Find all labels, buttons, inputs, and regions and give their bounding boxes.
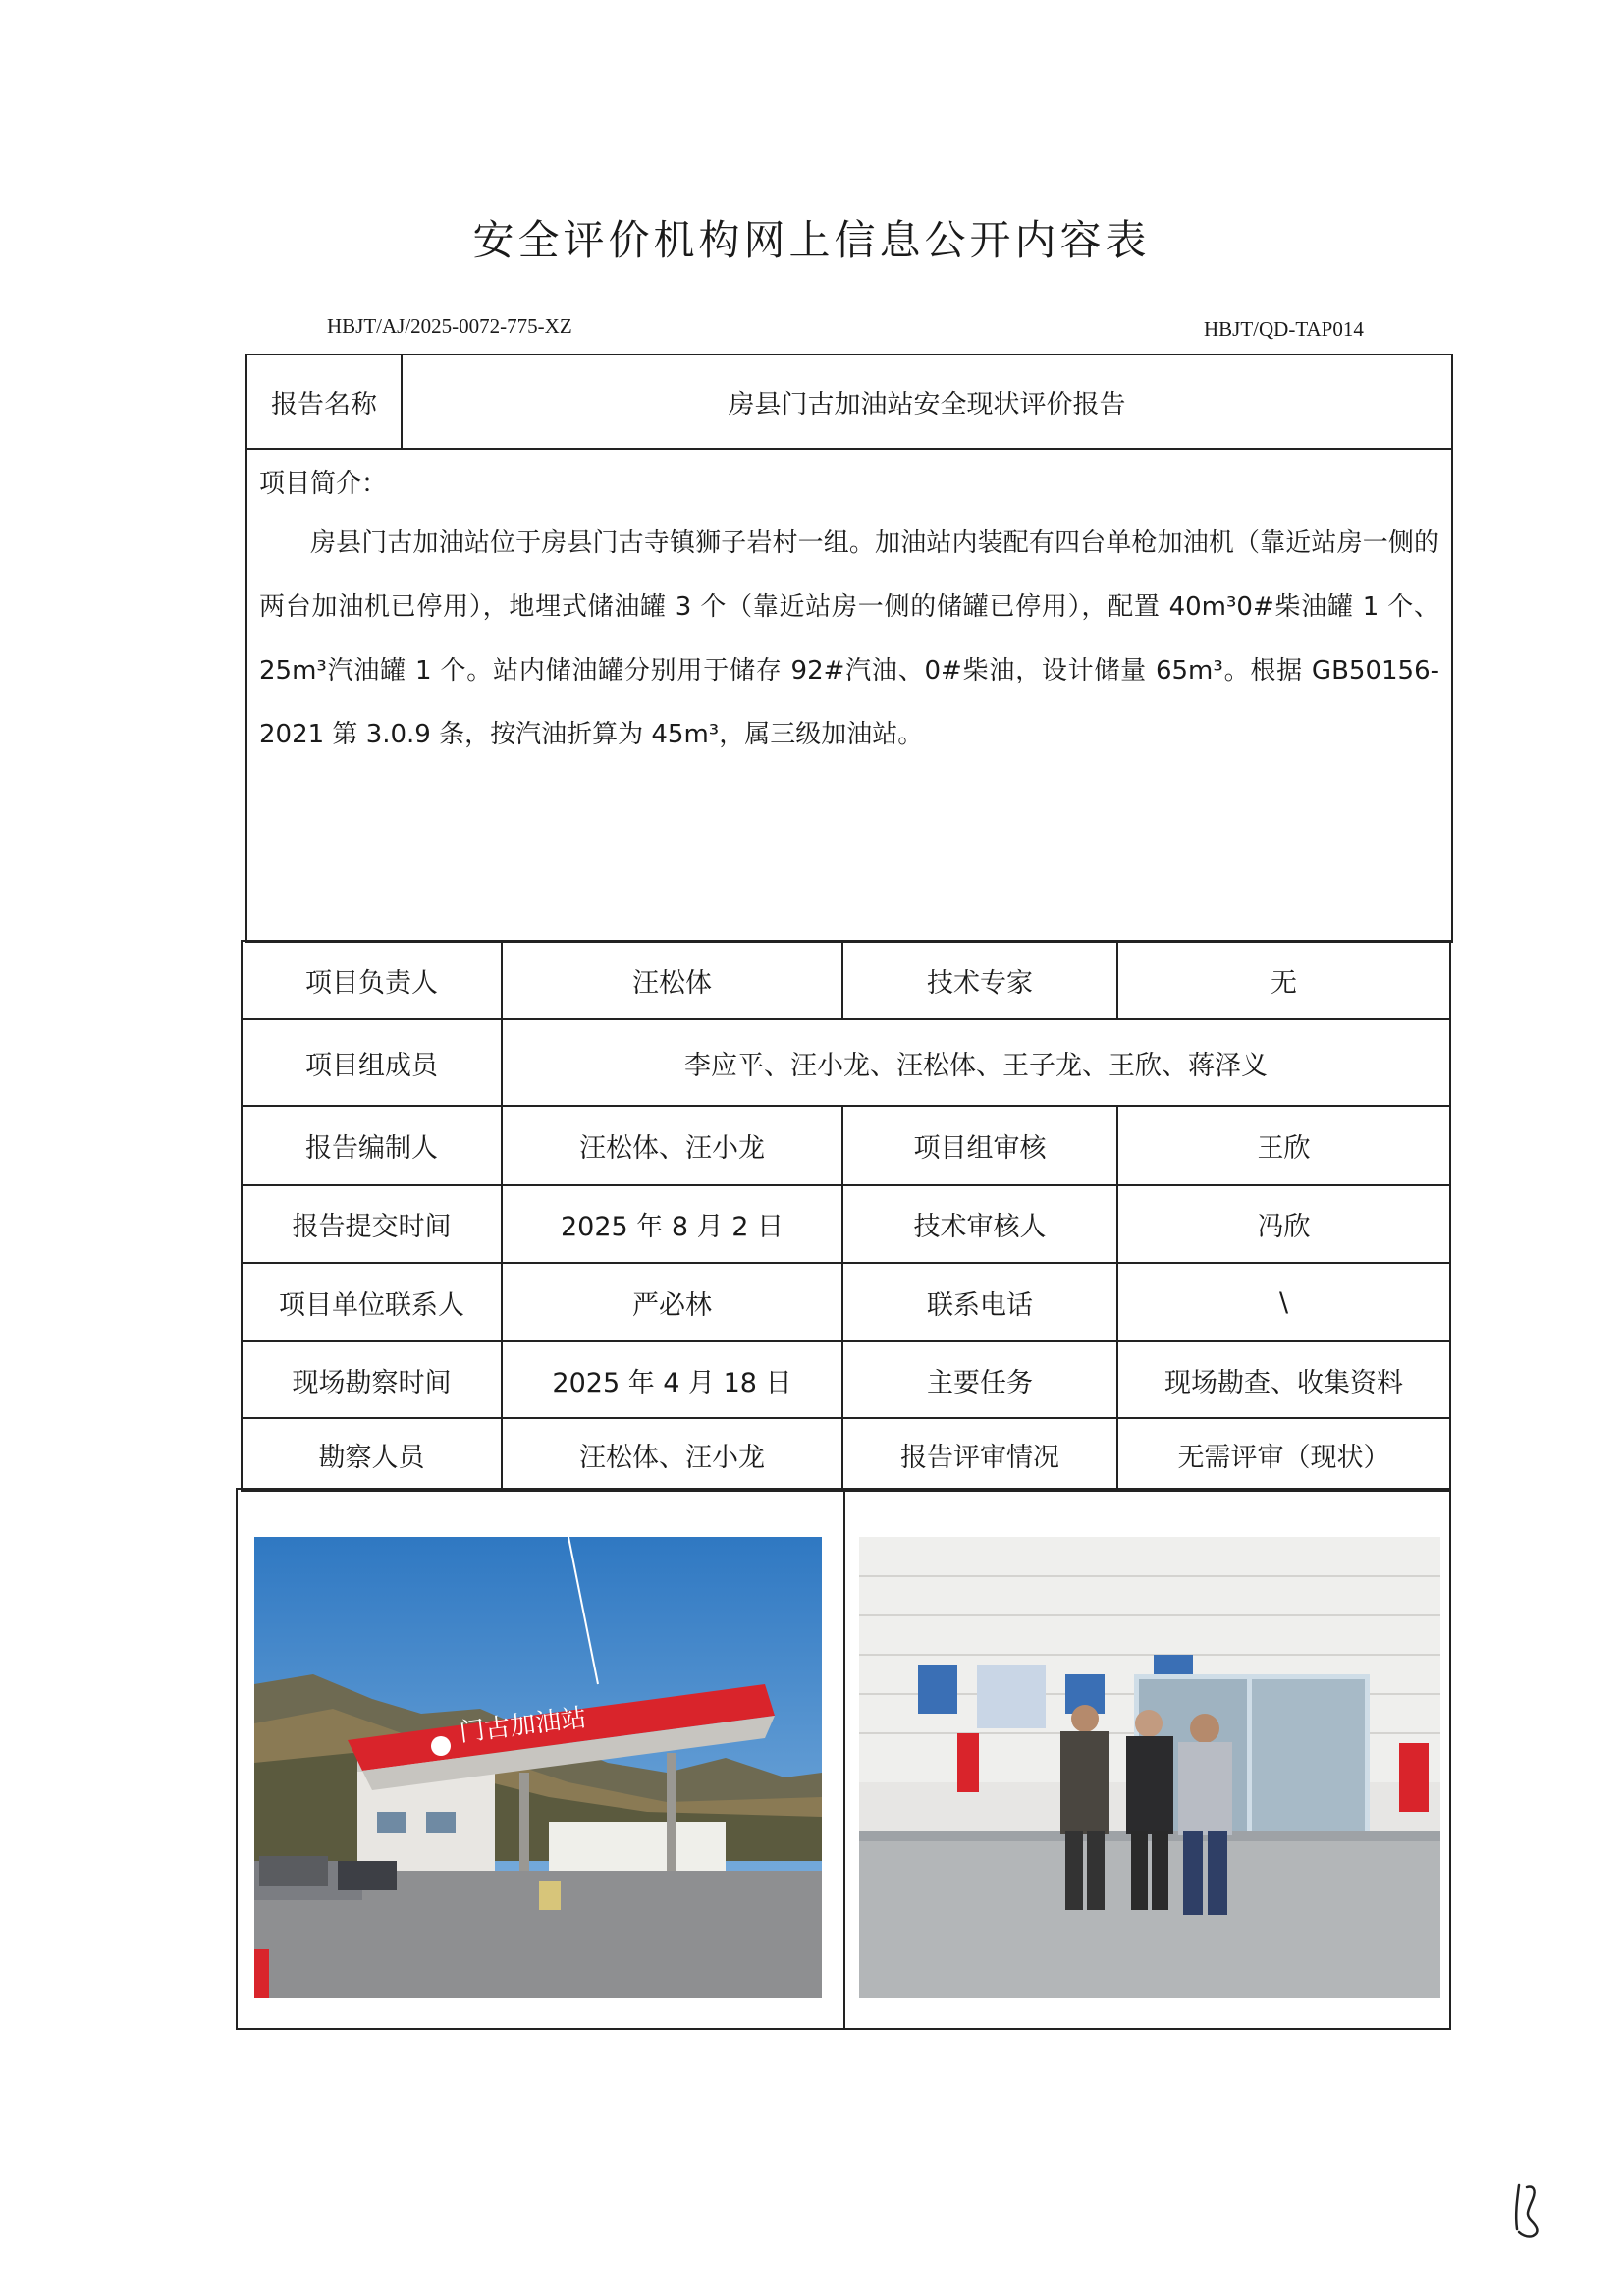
project-summary-text: 房县门古加油站位于房县门古寺镇狮子岩村一组。加油站内装配有四台单枪加油机（靠近站房一侧的两台加油机已停用），地埋式储油罐 3 个（靠近站房一侧的储罐已停用），配置 40m³0#柴油罐 1 个、25m³汽油罐 1 个。站内储油罐分别用于储存 92#汽油、0#柴油，设计储量 65m³。根据 GB50156-2021 第 3.0.9 条，按汽油折算为 45m³，属三级加油站。 — [259, 528, 1439, 749]
gas-station-photo — [254, 1537, 822, 1998]
review-status-value: 无需评审（现状） — [1177, 1442, 1390, 1473]
submit-date-label: 报告提交时间 — [243, 1186, 503, 1262]
project-summary — [259, 464, 1439, 767]
station-logo-icon — [431, 1736, 451, 1756]
form-code: HBJT/QD-TAP014 — [1204, 317, 1364, 341]
project-details-table — [241, 940, 1451, 1492]
photo-divider — [843, 1490, 845, 2028]
page-title: 安全评价机构网上信息公开内容表 — [472, 216, 1151, 264]
station-sign-text: 门古加油站 — [458, 1703, 588, 1748]
tech-expert-value: 无 — [1271, 967, 1297, 999]
report-author-label: 报告编制人 — [243, 1107, 503, 1184]
survey-date-value: 2025 年 4 月 18 日 — [503, 1342, 843, 1417]
team-review-label: 项目组审核 — [843, 1107, 1118, 1184]
table-row — [243, 1342, 1449, 1419]
main-task-label: 主要任务 — [843, 1342, 1118, 1417]
surveyors-label: 勘察人员 — [243, 1419, 503, 1490]
submit-date-value: 2025 年 8 月 2 日 — [503, 1186, 843, 1262]
team-members-value: 李应平、汪小龙、汪松体、王子龙、王欣、蒋泽义 — [684, 1050, 1268, 1081]
review-status-label: 报告评审情况 — [843, 1419, 1118, 1490]
tech-reviewer-label: 技术审核人 — [843, 1186, 1118, 1262]
main-task-value: 现场勘查、收集资料 — [1164, 1367, 1403, 1398]
report-name-label: 报告名称 — [247, 355, 403, 448]
team-review-value: 王欣 — [1257, 1133, 1311, 1164]
report-info-table — [245, 354, 1453, 943]
phone-value: \ — [1278, 1286, 1289, 1318]
client-contact-value: 严必林 — [503, 1264, 843, 1340]
report-name-value: 房县门古加油站安全现状评价报告 — [728, 389, 1126, 420]
survey-date-label: 现场勘察时间 — [243, 1342, 503, 1417]
table-row — [243, 1107, 1449, 1186]
project-summary-label: 项目简介： — [259, 469, 388, 499]
site-photos — [236, 1488, 1451, 2030]
phone-label: 联系电话 — [843, 1264, 1118, 1340]
survey-team-photo — [859, 1537, 1440, 1998]
tech-expert-label: 技术专家 — [843, 942, 1118, 1018]
table-row — [243, 1020, 1449, 1107]
table-row — [243, 942, 1449, 1020]
table-row — [243, 1264, 1449, 1342]
report-name-row — [247, 355, 1451, 450]
team-members-label: 项目组成员 — [243, 1020, 503, 1105]
tech-reviewer-value: 冯欣 — [1257, 1212, 1311, 1242]
surveyors-value: 汪松体、汪小龙 — [503, 1419, 843, 1490]
project-leader-label: 项目负责人 — [243, 942, 503, 1018]
document-code: HBJT/AJ/2025-0072-775-XZ — [327, 314, 572, 338]
table-row — [243, 1186, 1449, 1264]
project-leader-value: 汪松体 — [503, 942, 843, 1018]
page-number-handwritten — [1507, 2175, 1566, 2244]
table-row — [243, 1419, 1449, 1490]
client-contact-label: 项目单位联系人 — [243, 1264, 503, 1340]
report-author-value: 汪松体、汪小龙 — [503, 1107, 843, 1184]
